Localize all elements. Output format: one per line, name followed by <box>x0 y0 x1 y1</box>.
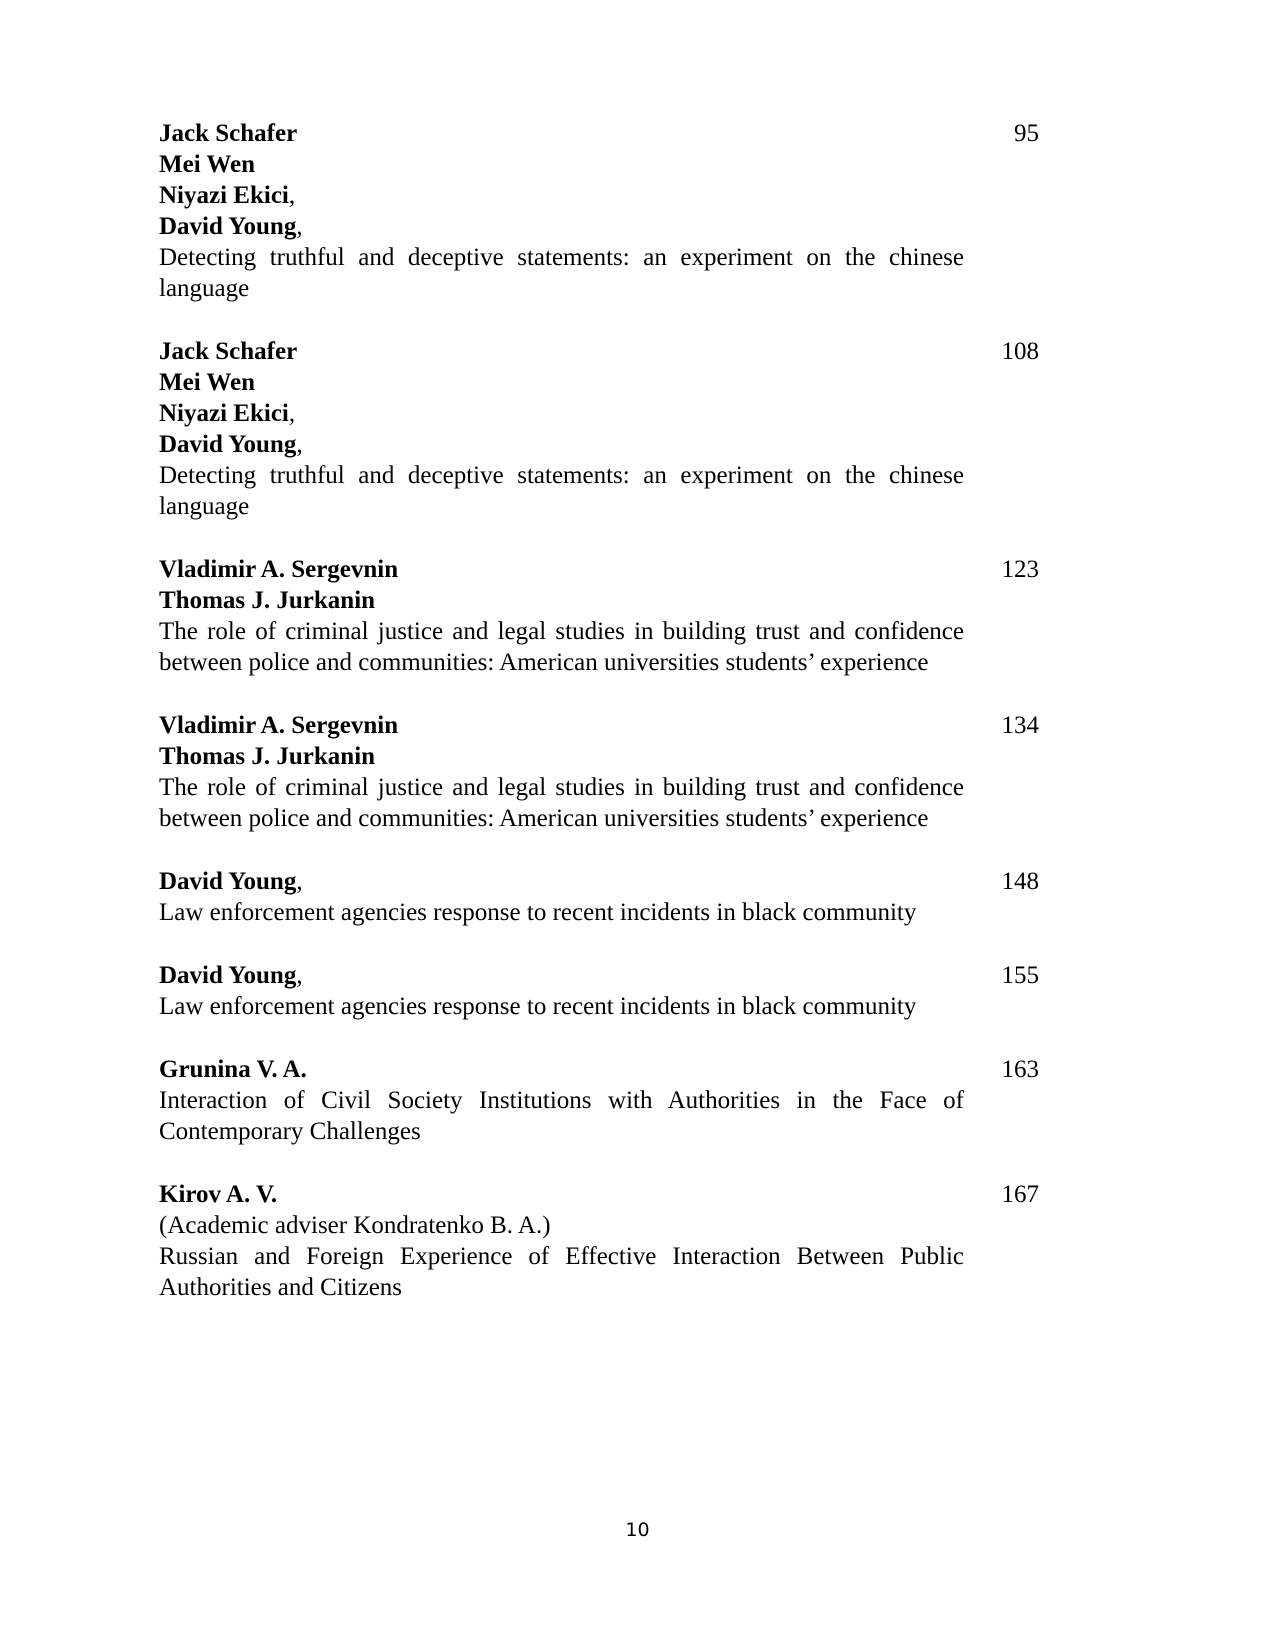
author-name: Niyazi Ekici <box>159 182 289 209</box>
article-title: Law enforcement agencies response to recent incidents in black community <box>159 993 917 1020</box>
author-line <box>159 149 964 180</box>
author-name: Vladimir A. Sergevnin <box>159 712 399 739</box>
toc-entry <box>159 336 1039 522</box>
toc-entry <box>159 710 1039 834</box>
author-separator: , <box>296 213 303 240</box>
author-name: Vladimir A. Sergevnin <box>159 556 399 583</box>
author-line <box>159 585 964 616</box>
author-line <box>159 960 964 991</box>
author-separator: , <box>296 962 303 989</box>
toc-entry-body <box>159 866 964 928</box>
author-name: David Young <box>159 213 297 240</box>
article-title: Interaction of Civil Society Institutions with Authorities in the Face of Contemporary Challenges <box>159 1087 964 1145</box>
author-name: David Young <box>159 868 297 895</box>
author-line <box>159 398 964 429</box>
article-title: The role of criminal justice and legal studies in building trust and confidence between police and communities: American universities students’ experience <box>159 618 964 676</box>
toc-page-number: 148 <box>1001 868 1039 895</box>
toc-entry-body <box>159 1179 964 1303</box>
article-title: Russian and Foreign Experience of Effective Interaction Between Public Authorities and Citizens <box>159 1243 964 1301</box>
author-line <box>159 367 964 398</box>
toc-entry <box>159 1054 1039 1147</box>
author-line <box>159 554 964 585</box>
author-line <box>159 1179 964 1210</box>
author-line <box>159 866 964 897</box>
toc-entry <box>159 960 1039 1022</box>
author-name: Jack Schafer <box>159 338 298 365</box>
author-name: Grunina V. A. <box>159 1056 307 1083</box>
author-name: Niyazi Ekici <box>159 400 289 427</box>
toc-entry-body <box>159 118 964 304</box>
author-line <box>159 180 964 211</box>
page-number-footer: 10 <box>625 1519 650 1541</box>
author-line <box>159 710 964 741</box>
author-name: Thomas J. Jurkanin <box>159 587 376 614</box>
toc-page-number: 95 <box>1014 120 1039 147</box>
toc-entry <box>159 554 1039 678</box>
author-name: Jack Schafer <box>159 120 298 147</box>
article-title: Law enforcement agencies response to recent incidents in black community <box>159 899 917 926</box>
toc-page-number: 167 <box>1001 1181 1039 1208</box>
author-name: David Young <box>159 962 297 989</box>
toc-entry <box>159 1179 1039 1303</box>
author-line <box>159 741 964 772</box>
author-separator: , <box>296 431 303 458</box>
article-title: Detecting truthful and deceptive statements: an experiment on the chinese language <box>159 462 964 520</box>
toc-page-number: 134 <box>1001 712 1039 739</box>
toc-entry-body <box>159 554 964 678</box>
author-name: Kirov A. V. <box>159 1181 278 1208</box>
author-separator: , <box>288 182 296 209</box>
toc-page-number: 108 <box>1001 338 1039 365</box>
author-separator: , <box>296 868 303 895</box>
toc-entry-body <box>159 1054 964 1147</box>
article-title: Detecting truthful and deceptive statements: an experiment on the chinese language <box>159 244 964 302</box>
author-name: Mei Wen <box>159 369 256 396</box>
article-title: The role of criminal justice and legal studies in building trust and confidence between police and communities: American universities students’ experience <box>159 774 964 832</box>
table-of-contents <box>159 118 1039 1335</box>
author-line <box>159 336 964 367</box>
toc-entry <box>159 866 1039 928</box>
author-line <box>159 211 964 242</box>
toc-page-number: 123 <box>1001 556 1039 583</box>
author-separator: , <box>288 400 296 427</box>
toc-entry <box>159 118 1039 304</box>
toc-page-number: 163 <box>1001 1056 1039 1083</box>
author-line <box>159 429 964 460</box>
toc-entry-body <box>159 336 964 522</box>
toc-entry-body <box>159 960 964 1022</box>
toc-page-number: 155 <box>1001 962 1039 989</box>
author-line <box>159 118 964 149</box>
author-line <box>159 1054 964 1085</box>
author-name: David Young <box>159 431 297 458</box>
author-name: Mei Wen <box>159 151 256 178</box>
academic-adviser-note: (Academic adviser Kondratenko B. A.) <box>159 1212 551 1239</box>
toc-entry-body <box>159 710 964 834</box>
author-name: Thomas J. Jurkanin <box>159 743 376 770</box>
